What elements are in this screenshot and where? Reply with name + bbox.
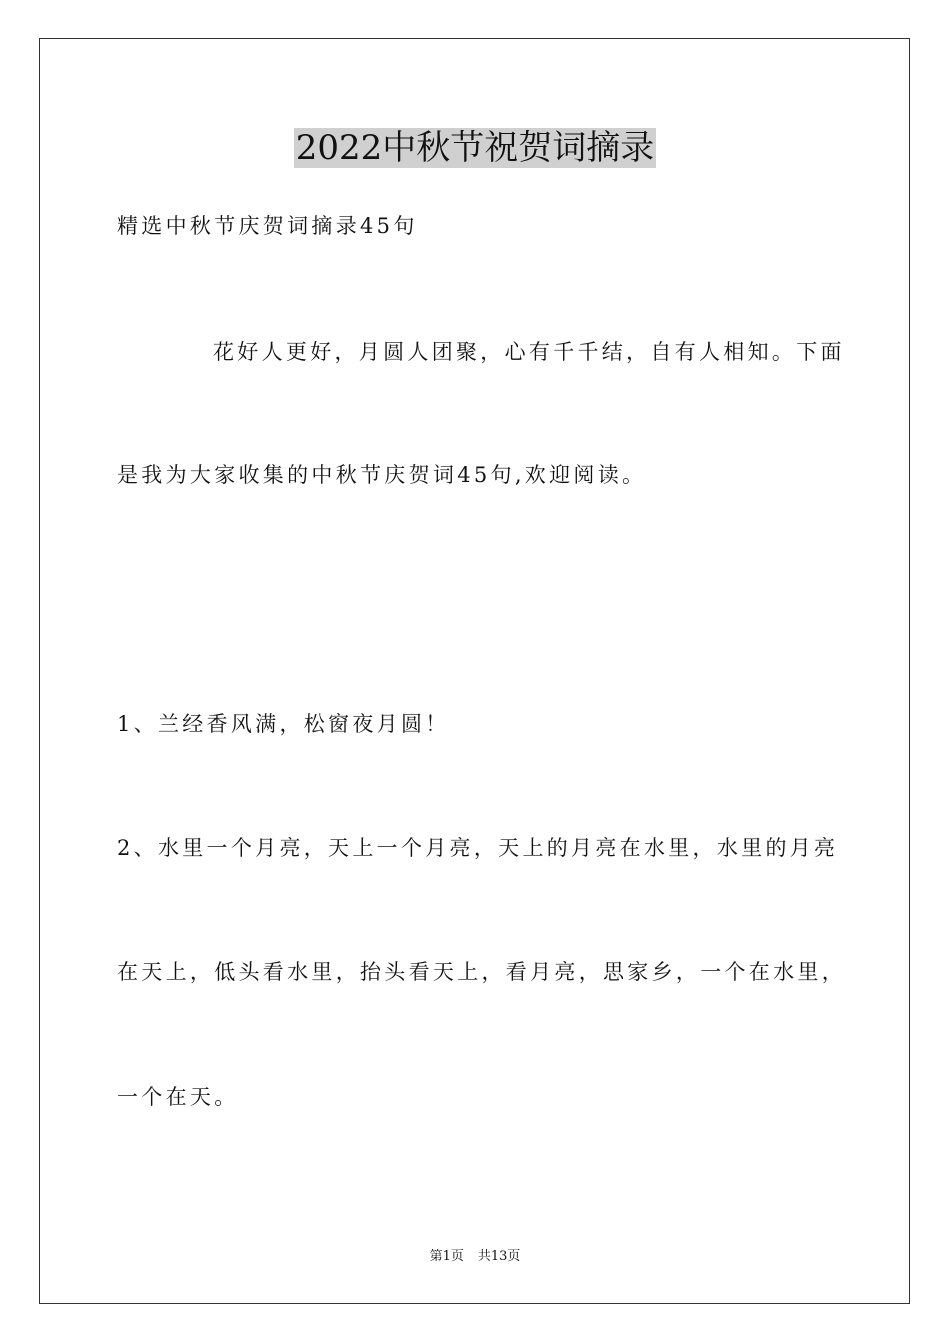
page-footer — [0, 1249, 950, 1265]
subtitle: 精选中秋节庆贺词摘录45句 — [117, 214, 418, 238]
item-2-line-3: 一个在天。 — [117, 1085, 239, 1109]
title-container — [0, 128, 950, 168]
page-number: 第1页 — [429, 1249, 464, 1264]
item-2-line-2: 在天上，低头看水里，抬头看天上，看月亮，思家乡，一个在水里， — [117, 960, 846, 984]
page-total: 共13页 — [477, 1249, 521, 1264]
intro-line-1: 花好人更好，月圆人团聚，心有千千结，自有人相知。下面 — [213, 340, 845, 364]
item-1-line-1: 1、兰经香风满，松窗夜月圆！ — [117, 712, 450, 736]
item-2-line-1: 2、水里一个月亮，天上一个月亮，天上的月亮在水里，水里的月亮 — [117, 836, 839, 860]
document-title: 2022中秋节祝贺词摘录 — [295, 128, 655, 168]
intro-line-2: 是我为大家收集的中秋节庆贺词45句,欢迎阅读。 — [117, 463, 647, 487]
